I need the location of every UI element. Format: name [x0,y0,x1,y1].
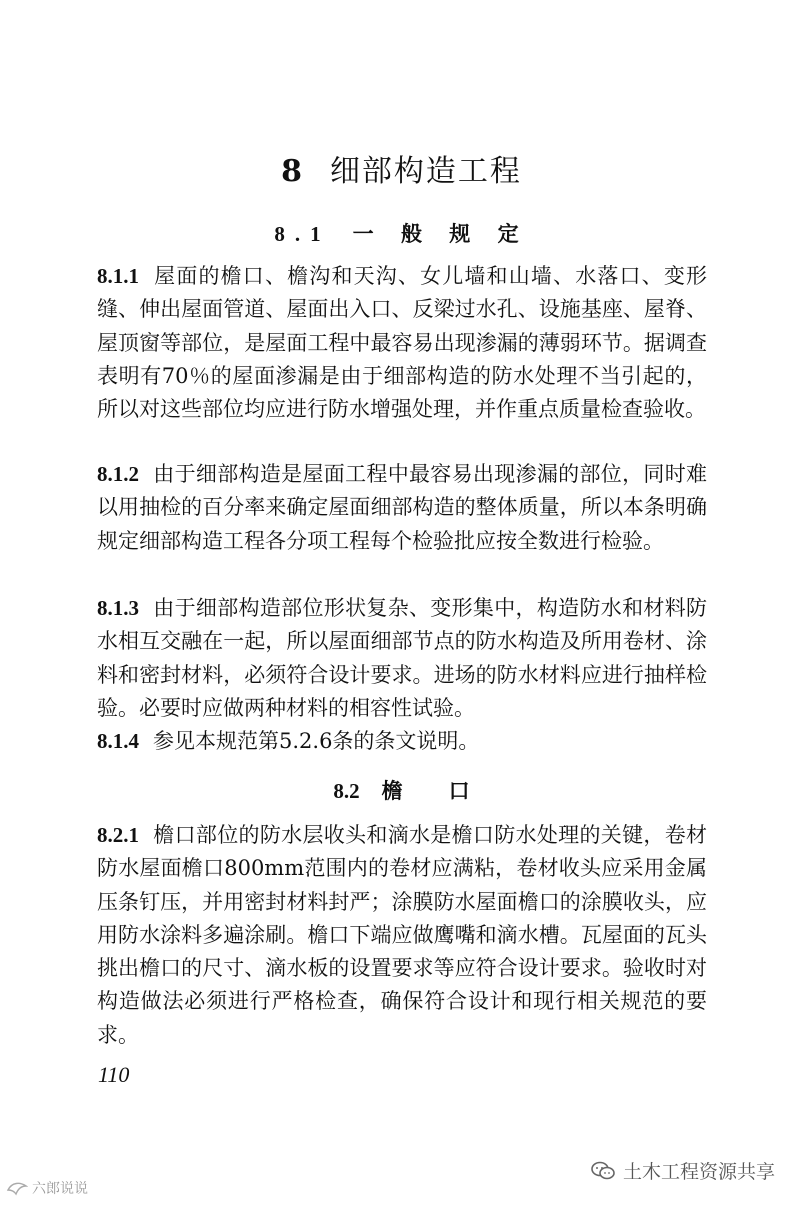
section-title-text: 一 般 规 定 [352,222,529,246]
clause-number: 8.1.4 [97,729,139,753]
watermark-account [591,1157,775,1184]
clause-number: 8.1.2 [97,462,139,486]
chapter-number: 8 [281,154,304,189]
watermark-account-text: 土木工程资源共享 [622,1161,775,1183]
chapter-title [0,146,803,190]
page-number: 110 [98,1062,130,1087]
section-number: 8.2 [333,779,360,803]
section-title-char: 口 [448,779,470,803]
clause-paragraph [97,458,707,558]
section-title [0,775,803,805]
clause-text: 由于细部构造是屋面工程中最容易出现渗漏的部位，同时难以用抽检的百分率来确定屋面细部构造的整体质量，所以本条明确规定细部构造工程各分项工程每个检验批应按全数进行检验。 [97,462,707,553]
bird-icon [6,1180,28,1196]
clause-paragraph [97,592,707,725]
chapter-title-text: 细部构造工程 [329,154,522,189]
wechat-icon [591,1161,615,1181]
clause-paragraph [97,260,707,426]
section-number: 8.1 [274,222,331,246]
clause-text: 由于细部构造部位形状复杂、变形集中，构造防水和材料防水相互交融在一起，所以屋面细部节点的防水构造及所用卷材、涂料和密封材料，必须符合设计要求。进场的防水材料应进行抽样检验。必要时应做两种材料的相容性试验。 [97,596,707,720]
clause-paragraph [97,819,707,1052]
clause-text: 屋面的檐口、檐沟和天沟、女儿墙和山墙、水落口、变形缝、伸出屋面管道、屋面出入口、反梁过水孔、设施基座、屋脊、屋顶窗等部位，是屋面工程中最容易出现渗漏的薄弱环节。据调查表明有70％的屋面渗漏是由于细部构造的防水处理不当引起的，所以对这些部位均应进行防水增强处理，并作重点质量检查验收。 [97,264,707,422]
clause-number: 8.1.1 [97,264,139,288]
clause-text: 檐口部位的防水层收头和滴水是檐口防水处理的关键，卷材防水屋面檐口800mm范围内的卷材应满粘，卷材收头应采用金属压条钉压，并用密封材料封严；涂膜防水屋面檐口的涂膜收头，应用防水涂料多遍涂刷。檐口下端应做鹰嘴和滴水槽。瓦屋面的瓦头挑出檐口的尺寸、滴水板的设置要求等应符合设计要求。验收时对构造做法必须进行严格检查，确保符合设计和现行相关规范的要求。 [97,823,707,1047]
clause-text: 参见本规范第5.2.6条的条文说明。 [153,729,480,753]
watermark-corner [6,1178,88,1198]
clause-number: 8.2.1 [97,823,139,847]
clause-paragraph [97,725,707,758]
watermark-corner-text: 六郎说说 [32,1181,88,1197]
clause-number: 8.1.3 [97,596,139,620]
section-title [0,218,803,248]
section-title-char: 檐 [381,779,403,803]
